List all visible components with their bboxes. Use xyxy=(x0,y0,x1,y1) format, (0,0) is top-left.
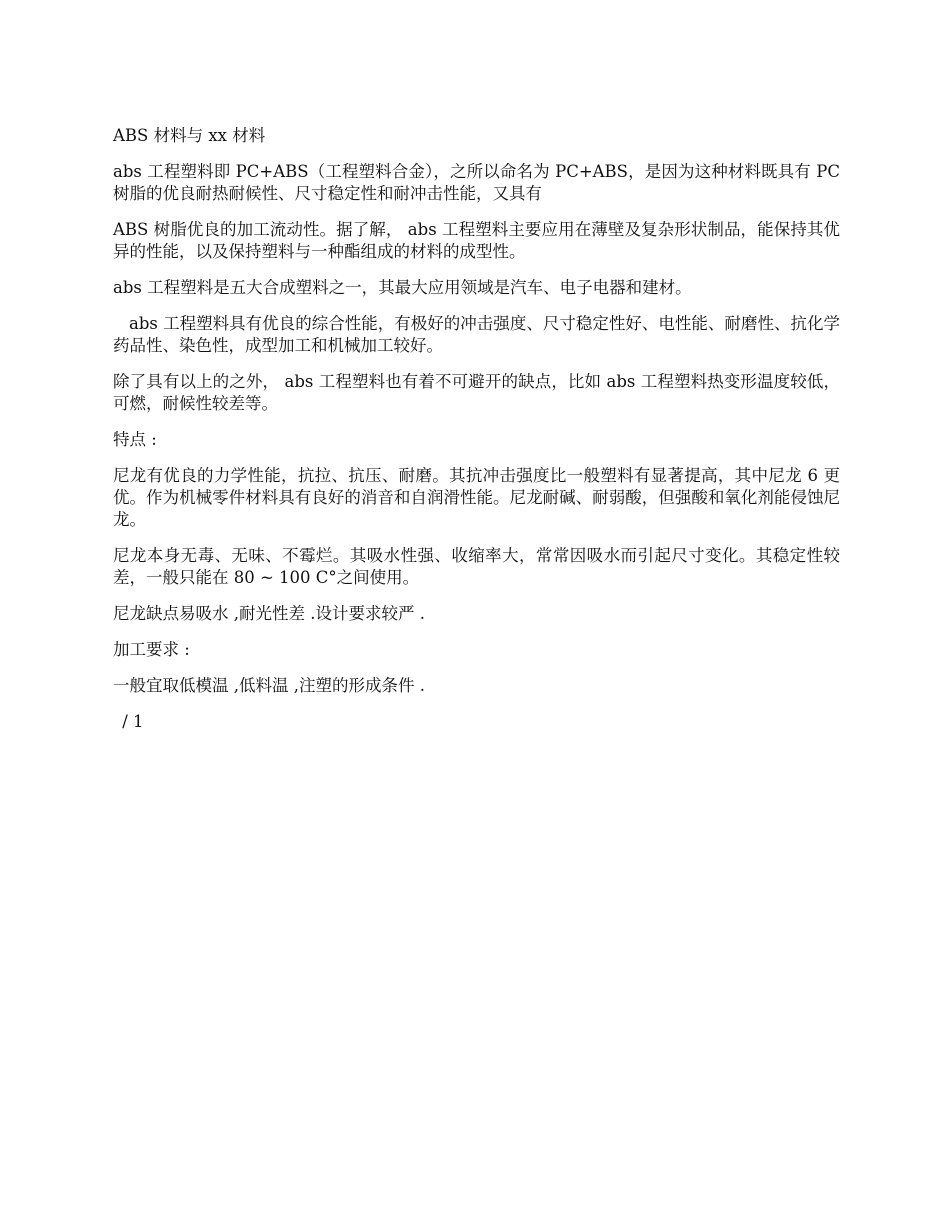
document-title: ABS 材料与 xx 材料 xyxy=(113,126,266,145)
page-number: / 1 xyxy=(117,712,144,731)
paragraph-abs-drawbacks: 除了具有以上的之外， abs 工程塑料也有着不可避开的缺点，比如 abs 工程塑料热变形温度较低，可燃，耐候性较差等。 xyxy=(113,372,840,413)
paragraph-nylon-drawbacks: 尼龙缺点易吸水 ,耐光性差 .设计要求较严 . xyxy=(113,604,425,623)
paragraph-processing-conditions: 一般宜取低模温 ,低料温 ,注塑的形成条件 . xyxy=(113,676,425,695)
paragraph-nylon-absorption: 尼龙本身无毒、无味、不霉烂。其吸水性强、收缩率大，常常因吸水而引起尺寸变化。其稳定性较差，一般只能在 80 ~ 100 C°之间使用。 xyxy=(113,546,840,587)
paragraph-abs-flowability: ABS 树脂优良的加工流动性。据了解， abs 工程塑料主要应用在薄壁及复杂形状制品，能保持其优异的性能，以及保持塑料与一种酯组成的材料的成型性。 xyxy=(113,220,840,261)
paragraph-abs-properties: abs 工程塑料具有优良的综合性能，有极好的冲击强度、尺寸稳定性好、电性能、耐磨性、抗化学药品性、染色性，成型加工和机械加工较好。 xyxy=(113,314,840,355)
document-body xyxy=(113,123,840,747)
paragraph-nylon-mechanical: 尼龙有优良的力学性能，抗拉、抗压、耐磨。其抗冲击强度比一般塑料有显著提高，其中尼龙 6 更优。作为机械零件材料具有良好的消音和自润滑性能。尼龙耐碱、耐弱酸，但强酸和氧化剂能侵蚀尼龙。 xyxy=(113,466,840,529)
processing-heading: 加工要求 : xyxy=(113,640,190,659)
paragraph-pc-abs-intro: abs 工程塑料即 PC+ABS（工程塑料合金），之所以命名为 PC+ABS，是因为这种材料既具有 PC 树脂的优良耐热耐候性、尺寸稳定性和耐冲击性能，又具有 xyxy=(113,162,840,203)
features-heading: 特点 : xyxy=(113,430,157,449)
paragraph-abs-applications: abs 工程塑料是五大合成塑料之一，其最大应用领域是汽车、电子电器和建材。 xyxy=(113,278,692,297)
